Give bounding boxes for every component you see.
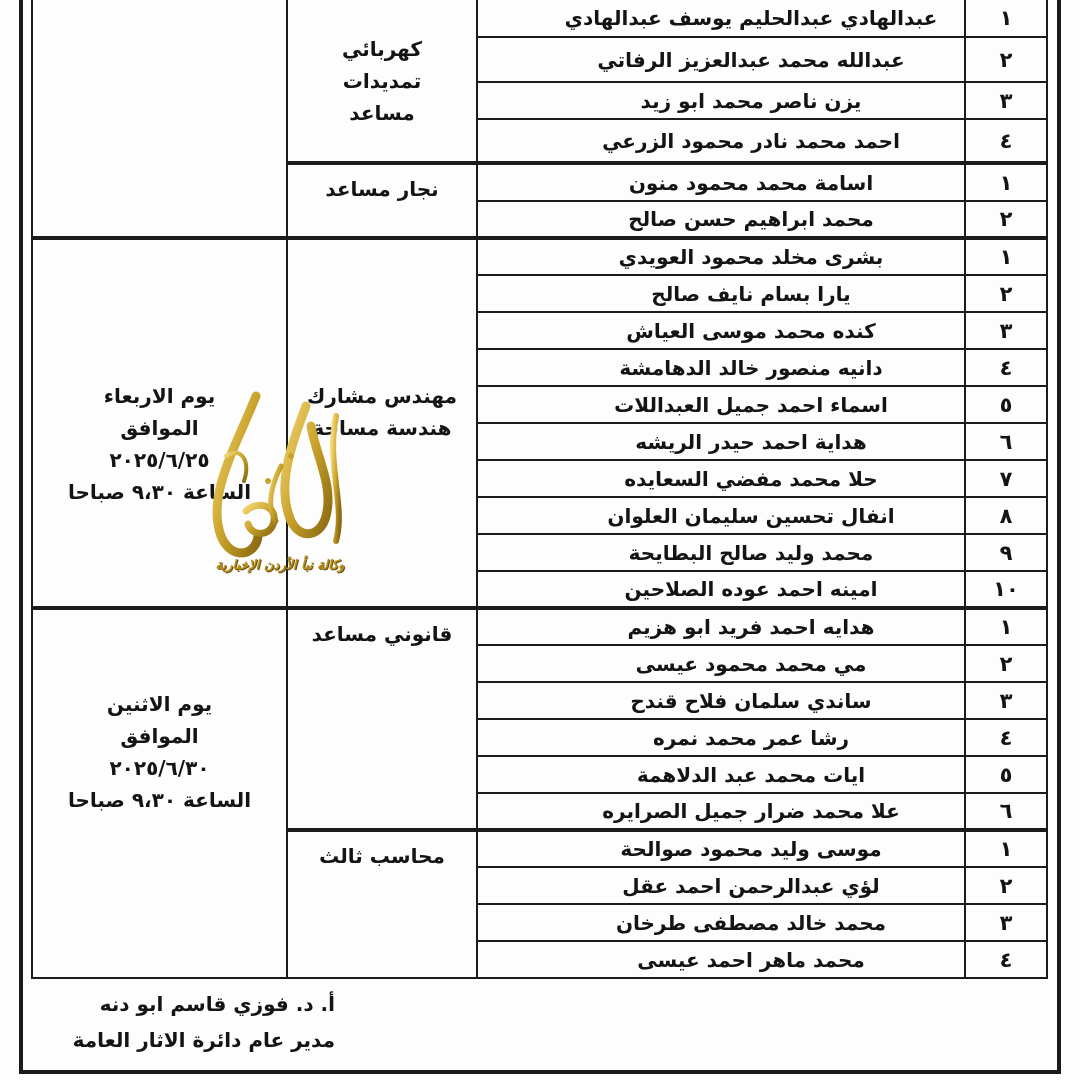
row-number: ٤ bbox=[965, 349, 1047, 386]
exam-time: الساعة ٩،٣٠ صباحا bbox=[67, 788, 252, 812]
candidate-name: ساندي سلمان فلاح قندح bbox=[477, 682, 965, 719]
row-number: ٣ bbox=[965, 904, 1047, 941]
row-number: ٥ bbox=[965, 386, 1047, 423]
exam-day: يوم الاثنين bbox=[106, 692, 213, 716]
row-number: ١٠ bbox=[965, 571, 1047, 608]
row-number: ٣ bbox=[965, 82, 1047, 119]
job-line: كهربائي bbox=[341, 36, 423, 61]
signature-block bbox=[35, 986, 335, 1058]
row-number: ٦ bbox=[965, 423, 1047, 460]
exam-date: ٢٠٢٥/٦/٣٠ bbox=[109, 756, 210, 780]
candidate-name: كنده محمد موسى العياش bbox=[477, 312, 965, 349]
job-line: نجار مساعد bbox=[325, 177, 439, 201]
row-number: ٣ bbox=[965, 682, 1047, 719]
candidates-table bbox=[31, 0, 1048, 979]
candidate-name: محمد وليد صالح البطايحة bbox=[477, 534, 965, 571]
row-number: ٦ bbox=[965, 793, 1047, 830]
exam-date: ٢٠٢٥/٦/٢٥ bbox=[109, 448, 210, 472]
table-row bbox=[32, 238, 1047, 275]
row-number: ١ bbox=[965, 608, 1047, 645]
outer-frame-left bbox=[19, 0, 23, 1074]
row-number: ٢ bbox=[965, 275, 1047, 312]
job-line: تمديدات bbox=[342, 68, 422, 93]
candidate-name: عبدالله محمد عبدالعزيز الرفاتي bbox=[477, 37, 965, 82]
job-line: محاسب ثالث bbox=[319, 844, 445, 868]
candidate-name: احمد محمد نادر محمود الزرعي bbox=[477, 119, 965, 163]
table-row bbox=[32, 0, 1047, 37]
signatory-name: أ. د. فوزي قاسم ابو دنه bbox=[99, 992, 335, 1016]
candidate-name: بشرى مخلد محمود العويدي bbox=[477, 238, 965, 275]
candidate-name: عبدالهادي عبدالحليم يوسف عبدالهادي bbox=[477, 0, 965, 37]
row-number: ٢ bbox=[965, 201, 1047, 238]
job-line: مساعد bbox=[349, 100, 415, 125]
row-number: ٨ bbox=[965, 497, 1047, 534]
row-number: ٢ bbox=[965, 867, 1047, 904]
outer-frame-right bbox=[1057, 0, 1061, 1074]
job-title-accountant bbox=[287, 830, 477, 978]
row-number: ٣ bbox=[965, 312, 1047, 349]
candidate-name: موسى وليد محمود صوالحة bbox=[477, 830, 965, 867]
job-title-electrician bbox=[287, 0, 477, 163]
candidate-name: حلا محمد مفضي السعايده bbox=[477, 460, 965, 497]
job-title-legal bbox=[287, 608, 477, 830]
candidate-name: اسامة محمد محمود منون bbox=[477, 163, 965, 201]
job-line: قانوني مساعد bbox=[311, 622, 453, 646]
candidate-name: محمد ابراهيم حسن صالح bbox=[477, 201, 965, 238]
table-row bbox=[32, 608, 1047, 645]
candidate-name: اسماء احمد جميل العبداللات bbox=[477, 386, 965, 423]
candidate-name: مي محمد محمود عيسى bbox=[477, 645, 965, 682]
job-line: مهندس مشارك bbox=[307, 384, 457, 408]
candidate-name: محمد ماهر احمد عيسى bbox=[477, 941, 965, 978]
row-number: ١ bbox=[965, 238, 1047, 275]
row-number: ١ bbox=[965, 830, 1047, 867]
outer-frame-bottom bbox=[19, 1070, 1061, 1074]
candidate-name: علا محمد ضرار جميل الصرايره bbox=[477, 793, 965, 830]
exam-date-label: الموافق bbox=[120, 724, 199, 748]
candidate-name: دانيه منصور خالد الدهامشة bbox=[477, 349, 965, 386]
candidate-name: يارا بسام نايف صالح bbox=[477, 275, 965, 312]
row-number: ٤ bbox=[965, 941, 1047, 978]
candidate-name: هداية احمد حيدر الريشه bbox=[477, 423, 965, 460]
candidate-name: لؤي عبدالرحمن احمد عقل bbox=[477, 867, 965, 904]
job-title-survey-engineer bbox=[287, 238, 477, 608]
row-number: ١ bbox=[965, 163, 1047, 201]
job-line: هندسة مساحة bbox=[312, 416, 452, 440]
row-number: ٤ bbox=[965, 119, 1047, 163]
exam-day: يوم الاربعاء bbox=[103, 384, 216, 408]
job-title-carpenter bbox=[287, 163, 477, 238]
signatory-title: مدير عام دائرة الاثار العامة bbox=[72, 1028, 335, 1052]
row-number: ١ bbox=[965, 0, 1047, 37]
row-number: ٥ bbox=[965, 756, 1047, 793]
candidate-name: رشا عمر محمد نمره bbox=[477, 719, 965, 756]
row-number: ٢ bbox=[965, 645, 1047, 682]
exam-time: الساعة ٩،٣٠ صباحا bbox=[67, 480, 252, 504]
date-cell-wednesday bbox=[32, 238, 287, 608]
row-number: ٧ bbox=[965, 460, 1047, 497]
logo-caption: وكالة نبأ الأردن الإخبارية bbox=[215, 558, 345, 573]
row-number: ٩ bbox=[965, 534, 1047, 571]
candidate-name: ايات محمد عبد الدلاهمة bbox=[477, 756, 965, 793]
candidate-name: يزن ناصر محمد ابو زيد bbox=[477, 82, 965, 119]
exam-date-label: الموافق bbox=[120, 416, 199, 440]
row-number: ٢ bbox=[965, 37, 1047, 82]
candidate-name: محمد خالد مصطفى طرخان bbox=[477, 904, 965, 941]
row-number: ٤ bbox=[965, 719, 1047, 756]
candidate-name: انفال تحسين سليمان العلوان bbox=[477, 497, 965, 534]
candidate-name: امينه احمد عوده الصلاحين bbox=[477, 571, 965, 608]
candidate-name: هدايه احمد فريد ابو هزيم bbox=[477, 608, 965, 645]
date-cell-monday bbox=[32, 608, 287, 978]
date-cell-empty bbox=[32, 0, 287, 238]
